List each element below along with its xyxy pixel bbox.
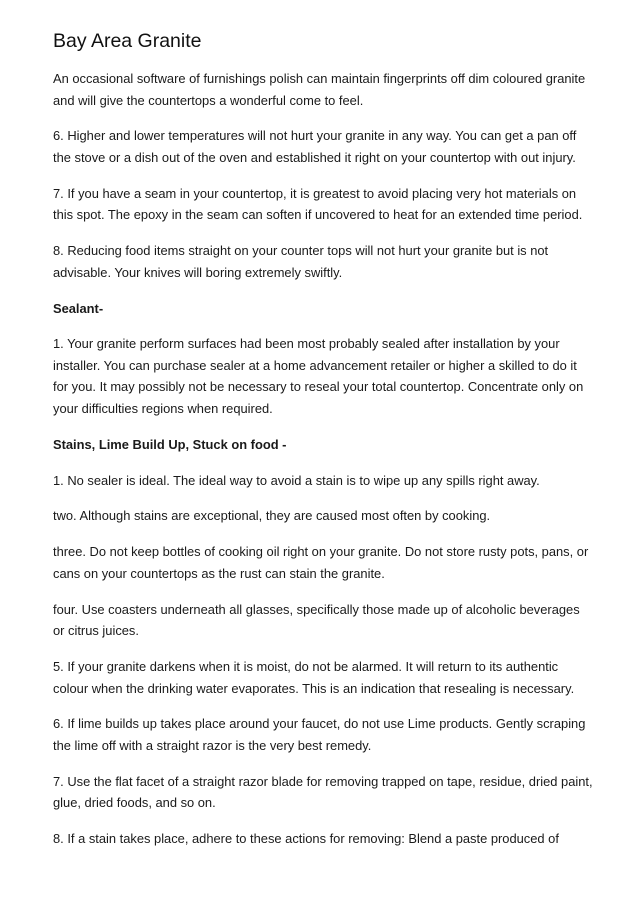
body-paragraph: 5. If your granite darkens when it is moist, do not be alarmed. It will return to its authentic colour when the drinking water evaporates. This is an indication that resealing is necessary. [53,658,575,696]
body-paragraph: 6. If lime builds up takes place around your faucet, do not use Lime products. Gently scraping the lime off with a straight razor is the very best remedy. [53,716,586,753]
document-title: Bay Area Granite [53,30,202,52]
body-paragraph: 8. If a stain takes place, adhere to these actions for removing: Blend a paste produced of [53,831,559,847]
body-paragraph: 1. No sealer is ideal. The ideal way to avoid a stain is to wipe up any spills right away. [53,472,540,488]
body-paragraph: 7. If you have a seam in your countertop, it is greatest to avoid placing very hot materials on this spot. The epoxy in the seam can soften if uncovered to heat for an extended time period. [53,185,583,223]
body-paragraph: 7. Use the flat facet of a straight razor blade for removing trapped on tape, residue, dried paint, glue, dried foods, and so on. [53,773,593,811]
body-paragraph: 8. Reducing food items straight on your counter tops will not hurt your granite but is not advisable. Your knives will boring extremely swiftly. [53,243,549,280]
body-paragraph: 6. Higher and lower temperatures will not hurt your granite in any way. You can get a pan off the stove or a dish out of the oven and established it right on your countertop with out injury. [53,128,577,165]
body-paragraph: four. Use coasters underneath all glasses, specifically those made up of alcoholic beverages or citrus juices. [53,601,580,639]
body-paragraph: An occasional software of furnishings polish can maintain fingerprints off dim coloured granite and will give the countertops a wonderful come to feel. [53,71,586,108]
body-paragraph: three. Do not keep bottles of cooking oil right on your granite. Do not store rusty pots, pans, or cans on your countertops as the rust can stain the granite. [53,544,589,581]
document-page [53,28,593,864]
body-paragraph: two. Although stains are exceptional, they are caused most often by cooking. [53,508,491,524]
body-paragraph: 1. Your granite perform surfaces had been most probably sealed after installation by your installer. You can purchase sealer at a home advancement retailer or higher a skilled to do it for you. It may possibly not be necessary to reseal your total countertop. Concentrate only on your difficulties regions when required. [53,336,584,417]
document-body [53,68,593,850]
section-heading: Sealant- [53,300,104,316]
section-heading: Stains, Lime Build Up, Stuck on food - [53,436,287,452]
